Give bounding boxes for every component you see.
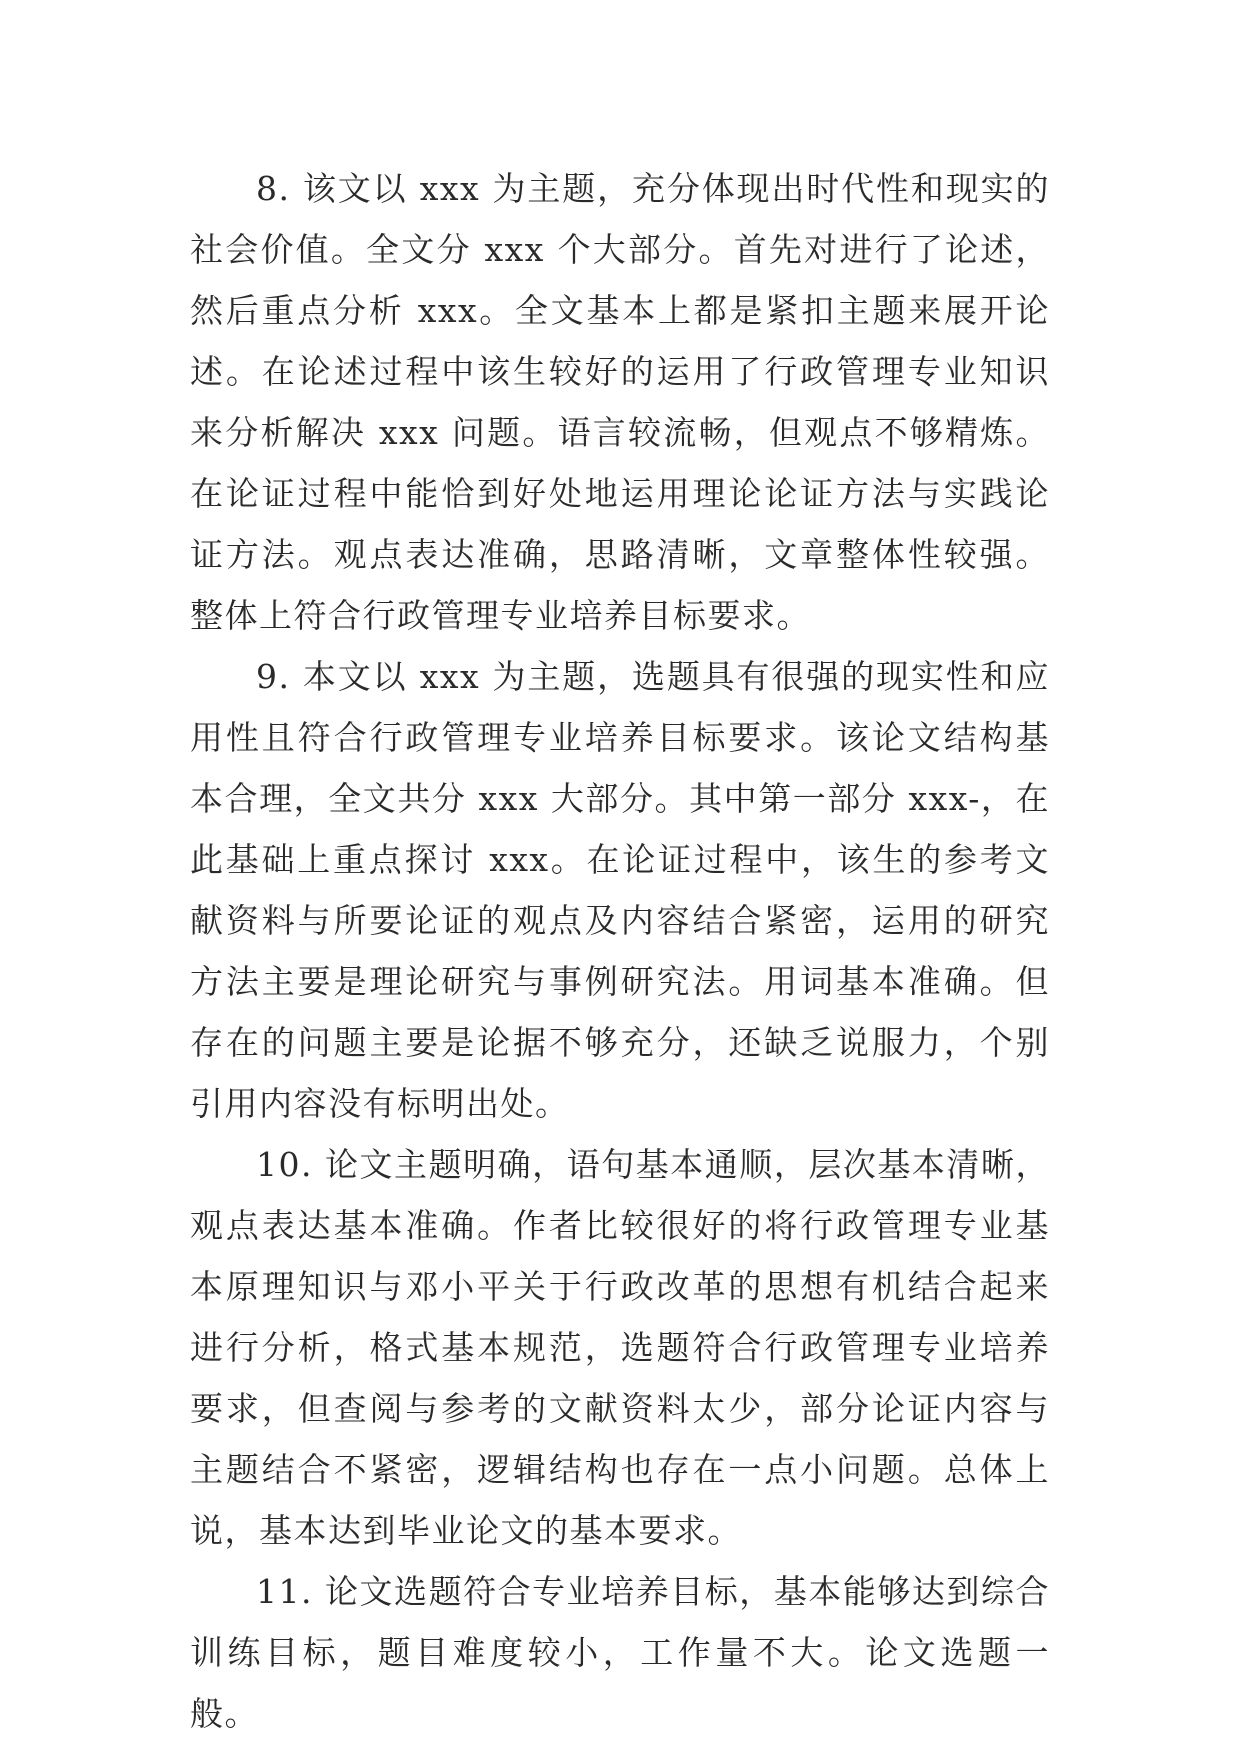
paragraph-11: 11. 论文选题符合专业培养目标，基本能够达到综合训练目标，题目难度较小，工作量不大。论文选题一般。: [190, 1572, 1050, 1733]
paragraph-10: 10. 论文主题明确，语句基本通顺，层次基本清晰，观点表达基本准确。作者比较很好的将行政管理专业基本原理知识与邓小平关于行政改革的思想有机结合起来进行分析，格式基本规范，选题符合行政管理专业培养要求，但查阅与参考的文献资料太少，部分论证内容与主题结合不紧密，逻辑结构也存在一点小问题。总体上说，基本达到毕业论文的基本要求。: [190, 1145, 1050, 1550]
paragraph-8: 8. 该文以 xxx 为主题，充分体现出时代性和现实的社会价值。全文分 xxx 个大部分。首先对进行了论述，然后重点分析 xxx。全文基本上都是紧扣主题来展开论述。在论述过程中该生较好的运用了行政管理专业知识来分析解决 xxx 问题。语言较流畅，但观点不够精炼。在论证过程中能恰到好处地运用理论论证方法与实践论证方法。观点表达准确，思路清晰，文章整体性较强。整体上符合行政管理专业培养目标要求。: [190, 169, 1050, 635]
document-body: [190, 158, 1050, 1744]
paragraph-9: 9. 本文以 xxx 为主题，选题具有很强的现实性和应用性且符合行政管理专业培养目标要求。该论文结构基本合理，全文共分 xxx 大部分。其中第一部分 xxx-，在此基础上重点探讨 xxx。在论证过程中，该生的参考文献资料与所要论证的观点及内容结合紧密，运用的研究方法主要是理论研究与事例研究法。用词基本准确。但存在的问题主要是论据不够充分，还缺乏说服力，个别引用内容没有标明出处。: [190, 657, 1050, 1123]
